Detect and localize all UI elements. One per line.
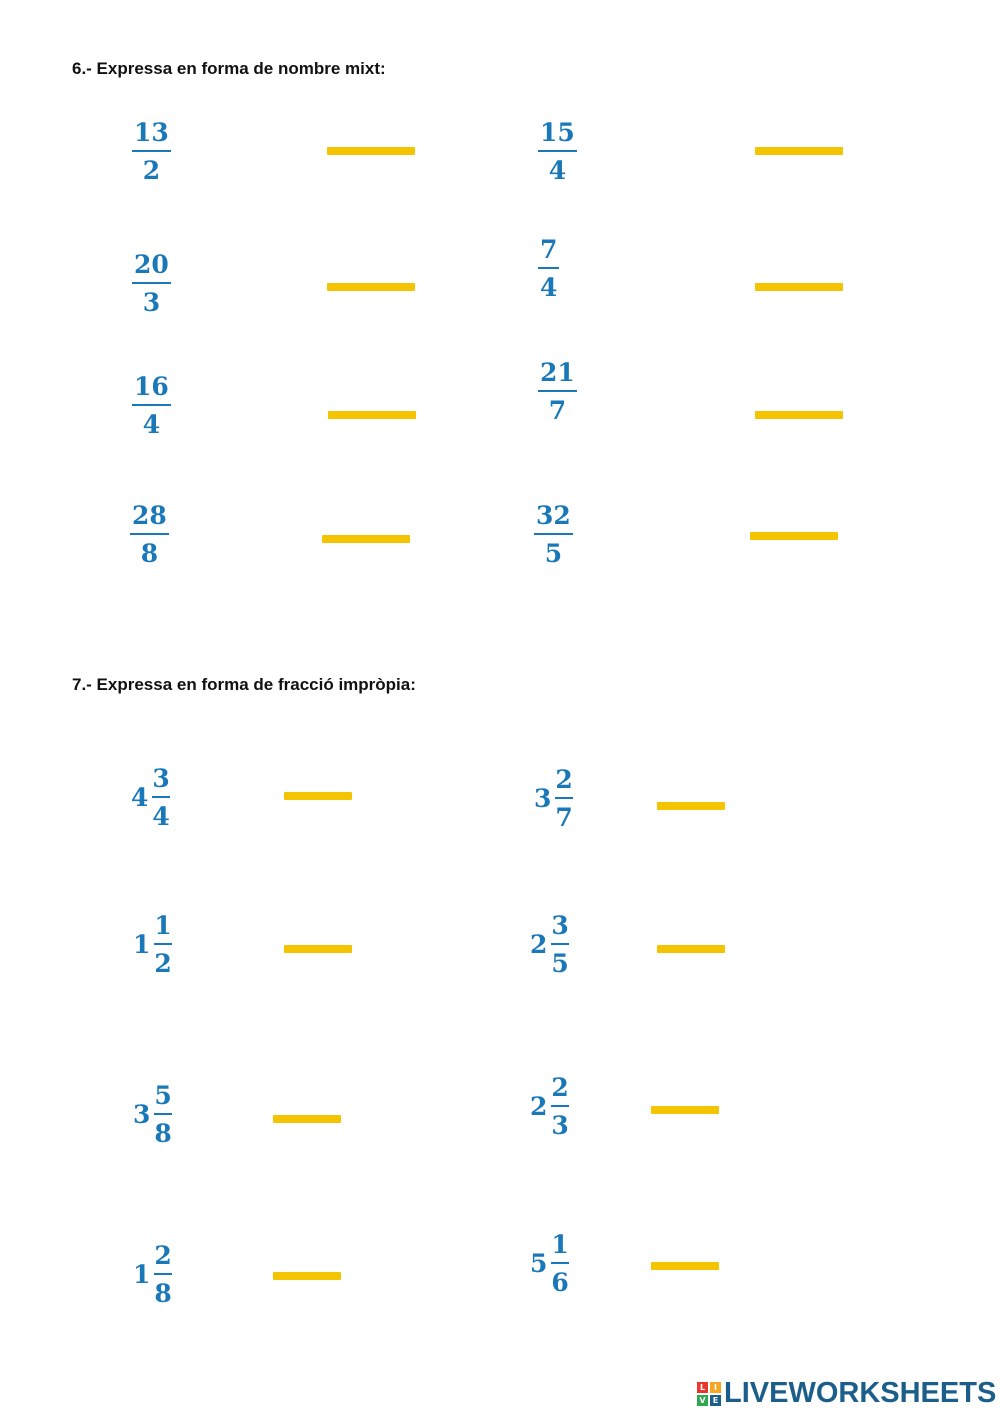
numerator: 2 (555, 765, 573, 794)
liveworksheets-logo[interactable] (697, 1377, 996, 1410)
logo-tile: L (697, 1382, 708, 1393)
logo-tile: I (710, 1382, 721, 1393)
fraction-bar (154, 1113, 171, 1115)
fraction-bar (152, 796, 169, 798)
denominator: 8 (154, 1119, 172, 1148)
answer-blank-6-5[interactable] (328, 411, 416, 419)
section-7-heading: 7.- Expressa en forma de fracció impròpia: (72, 675, 416, 694)
fraction-bar (132, 404, 171, 406)
denominator: 7 (555, 803, 573, 832)
mixed-number-7-6 (530, 1075, 569, 1138)
numerator: 32 (536, 501, 571, 530)
denominator: 4 (548, 156, 567, 185)
denominator: 4 (540, 273, 558, 302)
denominator: 6 (551, 1268, 569, 1297)
answer-blank-6-2[interactable] (755, 147, 843, 155)
answer-blank-6-7[interactable] (322, 535, 410, 543)
answer-blank-7-7[interactable] (273, 1272, 341, 1280)
fraction-bar (132, 282, 171, 284)
fraction-6-4 (538, 237, 559, 300)
numerator: 3 (551, 911, 569, 940)
fraction-bar (551, 1105, 568, 1107)
numerator: 13 (134, 118, 169, 147)
denominator: 5 (551, 949, 569, 978)
numerator: 2 (154, 1241, 172, 1270)
answer-blank-6-3[interactable] (327, 283, 415, 291)
fraction-6-3 (132, 252, 171, 315)
numerator: 3 (152, 764, 170, 793)
answer-blank-7-2[interactable] (657, 802, 725, 810)
denominator: 8 (154, 1279, 172, 1308)
denominator: 3 (142, 288, 161, 317)
whole-part: 2 (530, 930, 548, 959)
fraction-bar (538, 390, 577, 392)
numerator: 2 (551, 1073, 569, 1102)
answer-blank-6-6[interactable] (755, 411, 843, 419)
whole-part: 1 (133, 930, 151, 959)
mixed-number-7-3 (133, 913, 172, 976)
numerator: 5 (154, 1081, 172, 1110)
fraction-6-1 (132, 120, 171, 183)
numerator: 1 (154, 911, 172, 940)
fraction-part (551, 1232, 568, 1295)
answer-blank-7-8[interactable] (651, 1262, 719, 1270)
whole-part: 3 (133, 1100, 151, 1129)
answer-blank-7-5[interactable] (273, 1115, 341, 1123)
numerator: 7 (540, 235, 558, 264)
answer-blank-7-3[interactable] (284, 945, 352, 953)
denominator: 2 (142, 156, 161, 185)
numerator: 1 (551, 1230, 569, 1259)
fraction-part (551, 913, 568, 976)
logo-text: LIVEWORKSHEETS (724, 1377, 997, 1409)
answer-blank-7-1[interactable] (284, 792, 352, 800)
logo-tile: E (710, 1395, 721, 1406)
whole-part: 4 (131, 783, 149, 812)
mixed-number-7-8 (530, 1232, 569, 1295)
fraction-part (154, 1083, 171, 1146)
denominator: 5 (544, 539, 563, 568)
fraction-bar (538, 267, 559, 269)
denominator: 7 (548, 396, 567, 425)
denominator: 8 (140, 539, 159, 568)
denominator: 4 (152, 802, 170, 831)
fraction-6-8 (534, 503, 573, 566)
logo-tile: V (697, 1395, 708, 1406)
section-6-heading: 6.- Expressa en forma de nombre mixt: (72, 59, 386, 78)
fraction-bar (551, 943, 568, 945)
numerator: 28 (132, 501, 167, 530)
fraction-6-2 (538, 120, 577, 183)
fraction-bar (534, 533, 573, 535)
answer-blank-7-4[interactable] (657, 945, 725, 953)
whole-part: 2 (530, 1092, 548, 1121)
denominator: 3 (551, 1111, 569, 1140)
mixed-number-7-1 (131, 766, 170, 829)
answer-blank-6-1[interactable] (327, 147, 415, 155)
whole-part: 1 (133, 1260, 151, 1289)
fraction-bar (154, 1273, 171, 1275)
whole-part: 3 (534, 784, 552, 813)
fraction-bar (551, 1262, 568, 1264)
fraction-bar (130, 533, 169, 535)
mixed-number-7-2 (534, 767, 573, 830)
fraction-bar (538, 150, 577, 152)
answer-blank-6-8[interactable] (750, 532, 838, 540)
fraction-part (555, 767, 572, 830)
denominator: 2 (154, 949, 172, 978)
fraction-part (152, 766, 169, 829)
answer-blank-7-6[interactable] (651, 1106, 719, 1114)
fraction-bar (154, 943, 171, 945)
fraction-part (154, 913, 171, 976)
mixed-number-7-5 (133, 1083, 172, 1146)
numerator: 20 (134, 250, 169, 279)
mixed-number-7-4 (530, 913, 569, 976)
fraction-6-7 (130, 503, 169, 566)
fraction-bar (555, 797, 572, 799)
denominator: 4 (142, 410, 161, 439)
numerator: 21 (540, 358, 575, 387)
numerator: 16 (134, 372, 169, 401)
fraction-bar (132, 150, 171, 152)
answer-blank-6-4[interactable] (755, 283, 843, 291)
liveworksheets-logo-icon (697, 1382, 721, 1406)
fraction-part (551, 1075, 568, 1138)
whole-part: 5 (530, 1249, 548, 1278)
fraction-6-6 (538, 360, 577, 423)
mixed-number-7-7 (133, 1243, 172, 1306)
fraction-part (154, 1243, 171, 1306)
fraction-6-5 (132, 374, 171, 437)
numerator: 15 (540, 118, 575, 147)
